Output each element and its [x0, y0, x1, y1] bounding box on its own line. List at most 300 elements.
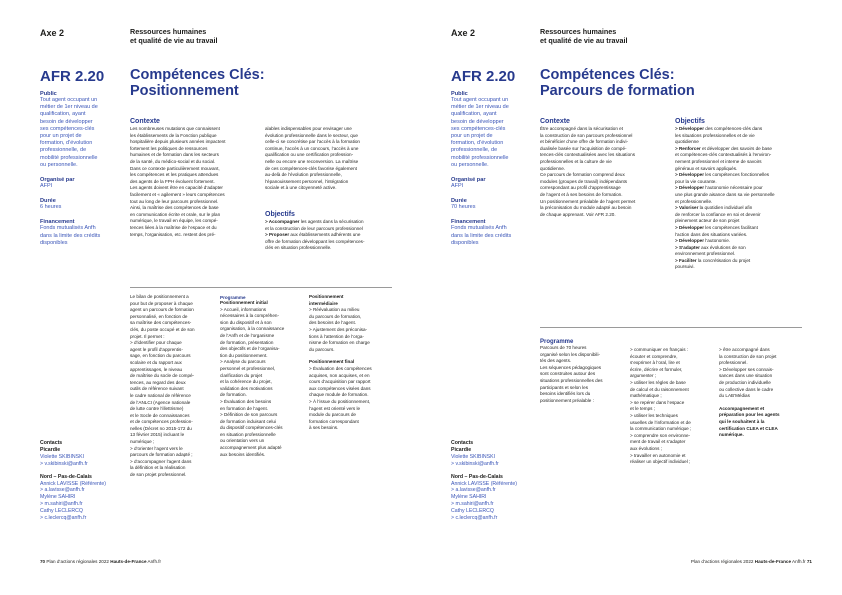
text-line: Tout agent occupant un — [451, 97, 509, 103]
text-line[interactable]: > c.leclercq@anfh.fr — [451, 515, 498, 522]
text-line: nécessaires à la compréhen- — [220, 313, 279, 319]
text-line[interactable]: > c.leclercq@anfh.fr — [40, 515, 87, 522]
text-line: professionnelle, de — [451, 147, 498, 154]
text-line: nelles (Décret no 2015-172 du — [130, 425, 192, 431]
text-line: ou personnelle. — [451, 161, 489, 168]
text-line: > Réévaluation au milieu — [309, 307, 360, 313]
text-line: mobilité professionnelle — [451, 154, 509, 161]
text-line[interactable]: > a.lavisse@anfh.fr — [40, 487, 85, 494]
text-line: sances dans une situation — [719, 373, 773, 379]
text-line: l’épanouissement personnel, l’intégration — [265, 178, 349, 184]
text-line: qui le souhaitent à la — [719, 418, 765, 424]
text-line: > être accompagné dans — [719, 347, 770, 352]
text-line: > Ajustement des préconisa- — [309, 326, 368, 332]
section-line: et qualité de vie au travail — [130, 36, 218, 45]
text-line: de formation induisant celui — [220, 418, 276, 424]
text-line: pour but de proposer à chaque — [130, 300, 193, 306]
text-line: aux évolutions ; — [630, 445, 662, 451]
region-picardie: Picardie — [451, 446, 472, 453]
contexte-heading: Contexte — [130, 118, 160, 125]
region-picardie: Picardie — [40, 446, 61, 453]
text-line: de la santé, du médico-social et du social. — [130, 158, 216, 164]
text-line: de l’ANLCI (Agence nationale — [130, 399, 191, 405]
text-line: professionnel. — [719, 360, 748, 366]
text-line: accompagnement plus adapté — [220, 445, 282, 451]
text-line: organisé selon les disponibili- — [540, 351, 601, 357]
text-line: > utiliser les règles de base — [630, 379, 686, 385]
text-line: > Évaluation des compétences — [309, 365, 372, 371]
text-line: préparation pour les agents — [719, 412, 780, 418]
page-number: 71 — [806, 559, 812, 564]
organise-label: Organisé par — [451, 177, 486, 184]
text-line: l’action dans des situations variées. — [675, 231, 748, 237]
text-line: évolution professionnelle dans le secteur, que — [265, 132, 358, 138]
public-text — [451, 97, 533, 169]
text-line: besoin de développer — [451, 118, 504, 125]
text-line: disponibles — [40, 239, 68, 246]
text-line: projet. Il permet : — [130, 333, 165, 339]
folio-region: Hauts-de-France — [754, 559, 792, 564]
text-line: > Développer des compétences-clés dans — [675, 126, 763, 131]
text-line: organisation, à la connaissance — [220, 326, 285, 332]
text-line: de calcul et du raisonnement — [630, 386, 689, 392]
text-line: > d’identifier pour chaque — [130, 340, 182, 346]
text-line: > Développer l’autonomie. — [675, 238, 731, 244]
financement-text — [40, 225, 122, 247]
text-line: > Renforcer et développer des savoirs de base — [675, 145, 772, 151]
text-line: pour la vie courante. — [675, 178, 717, 184]
objectifs-heading: Objectifs — [675, 118, 705, 125]
public-label: Public — [451, 91, 468, 97]
text-line: et compétences-clés contextualisés à l’environ- — [675, 152, 772, 158]
text-line: formation, d’évolution — [451, 140, 504, 147]
axe-label: Axe 2 — [40, 28, 65, 38]
text-line: apprentissages, le niveau — [130, 366, 183, 372]
text-line: quotidienne. — [540, 165, 566, 171]
text-line: qualification ou une certification profession- — [265, 152, 354, 158]
text-line: Dans ce contexte particulièrement mouvant, — [130, 165, 220, 171]
region-nord: Nord – Pas-de-Calais — [40, 473, 92, 480]
text-line: de maîtrise du socle de compé- — [130, 373, 195, 379]
text-line: les compétences et les pratiques attendues — [130, 172, 219, 178]
text-line: sociale et à une citoyenneté active. — [265, 185, 337, 191]
text-line: sa maîtrise des compétences- — [130, 320, 192, 326]
text-line: qualification, ayant — [40, 111, 86, 118]
text-line: du parcours. — [309, 346, 335, 352]
programme-block — [220, 295, 304, 458]
text-line[interactable]: Mylène SAHIRI — [451, 494, 487, 501]
financement-label: Financement — [451, 219, 486, 226]
text-line: > Développer l’autonomie nécessaire pour — [675, 185, 763, 191]
text-line: en communication écrite et orale, sur le plan — [130, 211, 221, 217]
text-line: de l’agent et à ses besoins de formation. — [540, 191, 623, 197]
text-line: Les agents doivent être en capacité d’adapter — [130, 185, 223, 191]
text-line: intermédiaire — [309, 300, 338, 306]
text-line: alables indispensables pour envisager une — [265, 126, 352, 131]
positionnement-block — [309, 294, 393, 432]
text-line: numérique ; — [130, 439, 155, 445]
text-line: scolaire et du rapport aux — [130, 359, 182, 365]
text-line: pour un projet de — [451, 133, 493, 140]
text-line: dans la limite des crédits — [451, 232, 512, 239]
text-line: disponibles — [451, 239, 479, 246]
text-line: > Évaluation des besoins — [220, 398, 272, 404]
text-line: nisme de formation en charge — [309, 340, 370, 346]
section-divider — [540, 327, 802, 328]
text-line: et de compétences profession- — [130, 419, 193, 425]
text-line: tences liées à la maîtrise de l’espace et du — [130, 224, 217, 230]
text-line: > Accompagner les agents dans la sécurisation — [265, 219, 364, 224]
text-line: les établissements de la Fonction publique — [130, 132, 217, 138]
text-line: s’exprimer à l’oral, lire et — [630, 360, 680, 366]
text-line[interactable]: Cathy LECLERCQ — [451, 508, 494, 515]
text-line: acquises, non acquises, et en — [309, 372, 370, 378]
text-line: continue, l’accès à un concours, l’accès à une — [265, 145, 359, 151]
text-line: des objectifs et de l’organisa- — [220, 346, 280, 352]
text-line: aux compétences visées dans — [309, 385, 371, 391]
afr-code: AFR 2.20 — [40, 68, 105, 85]
text-line: de son projet professionnel. — [130, 472, 187, 478]
objectifs-heading: Objectifs — [265, 211, 295, 218]
text-line: tout au long de leur parcours professionnel. — [130, 198, 219, 204]
text-line: au-delà de l’évolution professionnelle, — [265, 172, 342, 178]
text-line: et le temps ; — [630, 406, 656, 412]
text-line: > S’adapter aux évolutions de son — [675, 244, 746, 250]
sidebar — [451, 91, 533, 247]
folio-brand: Anfh.fr — [147, 559, 162, 564]
text-line: ou orientation vers un — [220, 438, 265, 444]
text-line: en situation professionnelle — [220, 431, 276, 437]
text-line: formation, d’évolution — [40, 140, 93, 147]
text-line: positionnement préalable : — [540, 397, 594, 403]
objectifs-text — [675, 126, 815, 271]
text-line: cours d’acquisition par rapport — [309, 379, 371, 385]
text-line: environnement professionnel. — [675, 251, 736, 257]
text-line: aux besoins identifiés. — [220, 451, 266, 457]
text-line: Positionnement — [309, 294, 344, 299]
text-line: à ses besoins. — [309, 425, 339, 431]
text-line[interactable]: Annick LAVISSE (Référente) — [451, 480, 517, 487]
programme-text — [220, 300, 304, 458]
text-line: Accompagnement et — [719, 405, 765, 411]
section-title — [540, 27, 627, 45]
text-line: agent le profil d’apprentis- — [130, 346, 183, 352]
text-line: > communiquer en français : — [630, 347, 689, 352]
text-line: Positionnement initial — [220, 300, 268, 305]
text-line: de renforcer la confiance en soi et devenir — [675, 211, 761, 217]
picardie-contacts[interactable] — [40, 454, 124, 468]
text-line: ment de travail et s’adapter — [630, 439, 686, 445]
section-line: Ressources humaines — [540, 27, 617, 36]
text-line: de l’Anfh et de l’organisme — [220, 332, 275, 338]
final-heading: Positionnement final — [309, 359, 355, 365]
text-line: besoin de développer — [40, 118, 93, 125]
contacts-label: Contacts — [40, 440, 63, 446]
text-line: correspondant au profil d’apprentissage — [540, 185, 621, 191]
region-nord: Nord – Pas-de-Calais — [451, 473, 503, 480]
contacts-block — [451, 440, 535, 522]
text-line: personnel et professionnel, — [220, 365, 276, 371]
text-line: tences, au regard des deux — [130, 379, 186, 385]
page-number: 70 — [40, 559, 46, 564]
text-line[interactable]: Violette SKIBINSKI — [451, 453, 496, 460]
text-line[interactable]: > m.sahiri@anfh.fr — [451, 501, 494, 508]
text-line: numérique. — [719, 432, 744, 438]
text-line: du dispositif compétences-clés — [220, 425, 283, 431]
text-line: > Définition de son parcours — [220, 412, 278, 418]
text-line: sont construites autour des — [540, 371, 596, 377]
text-line: Ainsi, la maîtrise des compétences de base — [130, 205, 219, 211]
organise-value: AFPI — [40, 183, 53, 190]
page-title — [130, 68, 265, 99]
text-line: > se repérer dans l’espace — [630, 399, 685, 405]
intermediaire-text — [309, 307, 393, 353]
duree-value: 6 heures — [40, 204, 62, 211]
folio — [40, 559, 161, 564]
text-line: l’agent est orienté vers le — [309, 405, 361, 411]
title-line: Parcours de formation — [540, 82, 695, 99]
text-line: Parcours de 70 heures — [540, 345, 587, 350]
programme-label: Programme — [540, 339, 574, 345]
text-line: > d’orienter l’agent vers le — [130, 445, 183, 451]
folio — [691, 559, 812, 564]
text-line: de lutte contre l’illettrisme) — [130, 406, 184, 412]
text-line: de ces compétences-clés favorise également — [265, 165, 357, 171]
text-line: professionnelle, de — [40, 147, 87, 154]
section-divider — [130, 287, 392, 288]
right-page — [421, 0, 842, 595]
public-text — [40, 97, 122, 169]
text-line: du parcours de formation, — [309, 313, 362, 319]
text-line: ou collective dans le cadre — [719, 386, 774, 392]
text-line: Un positionnement préalable de l’agent permet — [540, 198, 636, 204]
afr-code: AFR 2.20 — [451, 68, 516, 85]
text-line: de chaque apprenant. Voir AFR 2.20. — [540, 211, 616, 217]
picardie-contacts[interactable] — [451, 454, 535, 468]
text-line: > Valoriser la quotidien individuel afin — [675, 205, 753, 211]
text-line: agent un parcours de formation — [130, 307, 194, 313]
financement-text — [451, 225, 533, 247]
text-line: clés, du poste occupé et de son — [130, 326, 195, 332]
text-line: la préconisation du module adapté au besoin — [540, 205, 632, 211]
text-line: > Faciliter la concrétisation du projet — [675, 257, 751, 263]
text-line: personnalisé, en fonction de — [130, 313, 188, 319]
title-line: Compétences Clés: — [130, 67, 265, 83]
folio-region: Hauts-de-France — [110, 559, 147, 564]
text-line: > comprendre son environne- — [630, 432, 691, 438]
text-line: la construction de son projet — [719, 353, 777, 359]
contacts-block — [40, 440, 124, 522]
axe-label: Axe 2 — [451, 28, 476, 38]
text-line: modules (groupes de travail) indépendants — [540, 178, 628, 184]
text-line[interactable]: > m.sahiri@anfh.fr — [40, 501, 83, 508]
programme-list-col2 — [630, 347, 714, 466]
text-line: qualification, ayant — [451, 111, 497, 118]
title-line: Positionnement — [130, 82, 239, 99]
programme-block — [540, 339, 624, 404]
text-line: clés en situation professionnelle. — [265, 245, 332, 251]
final-text — [309, 366, 393, 432]
text-line[interactable]: > a.lavisse@anfh.fr — [451, 487, 496, 494]
nord-contacts[interactable] — [40, 481, 124, 522]
programme-list-col3-text — [719, 347, 809, 400]
text-line: pleinement acteur de son projet — [675, 218, 740, 224]
text-line[interactable]: Mylène SAHIRI — [40, 494, 76, 501]
text-line: professionnelles et la culture de vie — [540, 158, 612, 164]
text-line: > Accueil, informations — [220, 306, 267, 312]
text-line: argumenter ; — [630, 373, 657, 379]
text-line: et professionnelle. — [675, 198, 713, 204]
text-line: tions à l’attention de l’orga- — [309, 333, 364, 339]
contexte-text-col1 — [130, 126, 260, 238]
nord-contacts[interactable] — [451, 481, 535, 522]
text-line: Les séquences pédagogiques — [540, 364, 602, 370]
text-line: et la cohérence du projet, — [220, 379, 272, 385]
text-line: clarification du projet — [220, 372, 263, 378]
sidebar — [40, 91, 122, 247]
text-line: de formation, présentation — [220, 339, 274, 345]
duree-label: Durée — [40, 198, 56, 205]
text-line: la construction de son parcours professionnel — [540, 132, 633, 138]
section-title — [130, 27, 217, 45]
text-line: ou personnelle. — [40, 161, 78, 168]
organise-label: Organisé par — [40, 177, 75, 184]
text-line: > À l’issue du positionnement, — [309, 398, 371, 404]
text-line: du LAB’Médias — [719, 393, 750, 399]
public-label: Public — [40, 91, 57, 97]
text-line: une plus grande aisance dans sa vie personnelle — [675, 191, 775, 197]
text-line: Fonds mutualisés Anfh — [451, 225, 507, 232]
text-line: en formation de l’agent. — [220, 405, 269, 411]
text-line: parcours de formation adapté ; — [130, 452, 193, 458]
text-line: > utiliser les techniques — [630, 412, 678, 418]
text-line: la définition et la réalisation — [130, 465, 186, 471]
text-line: Les nombreuses mutations que connaissent — [130, 126, 220, 131]
text-line: > Développer les compétences facilitant — [675, 224, 758, 230]
text-line: Être accompagné dans la sécurisation et — [540, 126, 623, 131]
text-line: la communication numérique ; — [630, 426, 692, 432]
text-line: les situations professionnelles et de vie — [675, 132, 755, 138]
text-line: écouter et comprendre, — [630, 353, 678, 359]
text-line: quotidienne — [675, 139, 699, 145]
text-line: participants et selon les — [540, 384, 589, 390]
text-line: nelle ou encore une reconversion. La maîtrise — [265, 158, 359, 164]
text-line[interactable]: Violette SKIBINSKI — [40, 453, 85, 460]
text-line: le cadre national de référence — [130, 392, 191, 398]
text-line[interactable]: Cathy LECLERCQ — [40, 508, 83, 515]
contacts-label: Contacts — [451, 440, 474, 446]
text-line: poursuivi. — [675, 264, 695, 270]
programme-list-col3 — [719, 347, 809, 439]
text-line: et la construction de leur parcours professionnel — [265, 225, 363, 231]
title-line: Compétences Clés: — [540, 67, 675, 83]
text-line: certification CLEA et CLEA — [719, 425, 778, 431]
intermediaire-heading — [309, 294, 393, 307]
text-line[interactable]: Annick LAVISSE (Référente) — [40, 480, 106, 487]
text-line: et le Socle de connaissances — [130, 412, 190, 418]
text-line: > Développer les compétences fonctionnelles — [675, 172, 770, 178]
page-title — [540, 68, 695, 99]
text-line: des besoins de l’agent. — [309, 320, 356, 326]
text-line: de production individuelle — [719, 379, 771, 385]
text-line: validation des motivations — [220, 385, 273, 391]
text-line: > Analyse du parcours — [220, 359, 266, 365]
text-line: offre de formation développant les compétences- — [265, 238, 365, 244]
text-line: > travailler en autonomie et — [630, 452, 686, 458]
duree-label: Durée — [451, 198, 467, 205]
text-line: chaque module de formation. — [309, 392, 369, 398]
text-line: formation correspondant — [309, 418, 359, 424]
text-line: mobilité professionnelle — [40, 154, 98, 161]
text-line: > Proposer aux établissements adhérents une — [265, 232, 361, 238]
text-line: ses compétences-clés — [451, 125, 506, 132]
text-line: mathématique ; — [630, 393, 662, 399]
text-line: dualisée basée sur l’acquisition de compé- — [540, 145, 627, 151]
section-line: et qualité de vie au travail — [540, 36, 628, 45]
text-line: temps, l’organisation, etc. restent des pré- — [130, 231, 216, 237]
text-line: situations professionnelles des — [540, 377, 603, 383]
text-line: sion du dispositif et à son — [220, 319, 272, 325]
text-line: Fonds mutualisés Anfh — [40, 225, 96, 232]
text-line: humaines et de formation dans les secteurs — [130, 152, 219, 158]
text-line: fortement les politiques de ressources — [130, 145, 208, 151]
text-line: tences-clés contextualisées avec les situations — [540, 152, 635, 158]
text-line: module du parcours de — [309, 412, 356, 418]
text-line[interactable]: > v.skibinski@anfh.fr — [40, 460, 88, 467]
financement-label: Financement — [40, 219, 75, 226]
text-line: tés des agents. — [540, 358, 572, 364]
text-line: Tout agent occupant un — [40, 97, 98, 103]
text-line: dans la limite des crédits — [40, 232, 101, 239]
organise-value: AFPI — [451, 183, 464, 190]
text-line: réaliser un objectif individuel ; — [630, 459, 691, 465]
text-line: des agents de la FPH évoluent fortement. — [130, 178, 215, 184]
programme-text — [540, 345, 624, 404]
text-line: hospitalière depuis plusieurs années impactent — [130, 139, 226, 145]
text-line: de formation. — [220, 392, 247, 398]
text-line: généraux et savoirs appliqués. — [675, 165, 738, 171]
bilan-text — [130, 294, 214, 479]
folio-text: Plan d’actions régionales 2022 — [46, 559, 109, 564]
contexte-heading: Contexte — [540, 118, 570, 125]
text-line: pour un projet de — [40, 133, 82, 140]
text-line: numérique, le travail en équipe, les compé- — [130, 218, 218, 224]
text-line: tion du positionnement. — [220, 352, 268, 358]
text-line: 13 février 2015) incluant le — [130, 432, 185, 438]
text-line: facilement et « agilement » leurs compétences — [130, 191, 225, 197]
text-line: écrire, décrire et formuler, — [630, 366, 683, 372]
text-line: usuelles de l’information et de — [630, 419, 691, 425]
text-line: et bénéficier d’une offre de formation indivi- — [540, 139, 629, 145]
duree-value: 70 heures — [451, 204, 476, 211]
text-line: > Développer ses connais- — [719, 366, 774, 372]
text-line: besoins identifiés lors du — [540, 391, 591, 397]
text-line: métier de 1er niveau de — [451, 104, 509, 111]
text-line: Le bilan de positionnement a — [130, 294, 189, 299]
text-line[interactable]: > v.skibinski@anfh.fr — [451, 460, 499, 467]
text-line: celle-ci se concrétise par l’accès à la formation — [265, 139, 360, 145]
text-line: nement professionnel et interne de savoirs — [675, 158, 762, 164]
section-line: Ressources humaines — [130, 27, 207, 36]
contexte-text-col2 — [265, 126, 400, 192]
programme-label: Programme — [220, 295, 246, 300]
text-line: Ce parcours de formation comprend deux — [540, 172, 625, 178]
text-line: > d’accompagner l’agent dans — [130, 458, 192, 464]
text-line: sage, en fonction du parcours — [130, 353, 191, 359]
objectifs-text — [265, 219, 400, 252]
text-line: outils de référence suivant — [130, 386, 184, 392]
folio-text: Plan d’actions régionales 2022 — [690, 559, 754, 564]
